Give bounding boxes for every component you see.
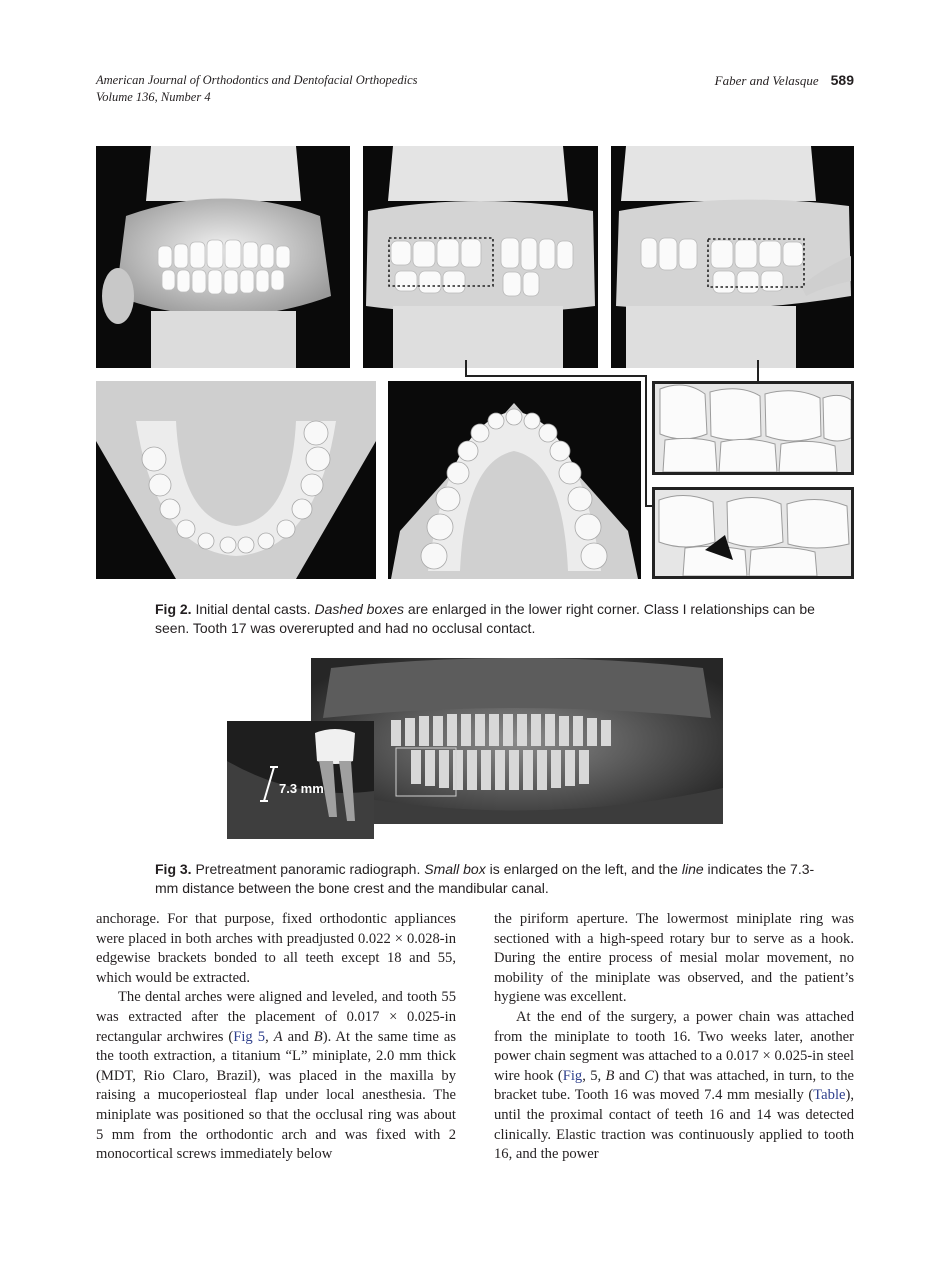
author-header [715,72,854,89]
fig3-caption-emphasis-2: line [681,861,704,877]
page-number: 589 [830,72,854,88]
fig2-maxillary-occlusal-photo [388,381,641,579]
fig-link[interactable]: Fig [562,1067,583,1084]
table-link[interactable]: Table [813,1087,846,1104]
text-run: B [313,1028,323,1045]
text-run: A [273,1028,283,1045]
right-paragraph-1: the piriform aperture. The lowermost miniplate ring was sectioned with a high-speed rotary bur to serve as a hook. During the entire process of mesial molar movement, no mobility of the miniplate was observed, and the patient’s hygiene was excellent. [494,911,854,1006]
text-run: B [605,1067,615,1084]
fig3-caption-text-b: is enlarged on the left, and the [489,861,678,877]
fig3-caption-text-c: indicates the 7.3-mm distance between the bone crest and the mandibular canal. [155,861,815,896]
fig3-caption-emphasis-1: Small box [424,861,486,877]
body-right-column [494,910,854,1165]
fig2-frontal-cast-photo [96,146,350,368]
text-run: , 5, [582,1067,606,1084]
fig3-label: Fig 3. [155,861,192,877]
fig2-enlarged-detail-lower [652,487,854,579]
fig3-enlarged-inset [227,721,374,839]
text-run: and [282,1028,314,1045]
text-run: The dental arches were aligned and leveled, and tooth 55 was extracted after the placement of 0.017 × 0.025-in rectangular archwires ( [96,989,456,1045]
fig2-label: Fig 2. [155,601,192,617]
text-run: ), until the proximal contact of teeth 16 and 14 was detected clinically. Elastic traction was continuously applied to tooth 16, and the power [494,1087,854,1163]
text-run: and [614,1067,645,1084]
text-run: ) that was attached, in turn, to the bracket tube. Tooth 16 was moved 7.4 mm mesially ( [494,1067,855,1104]
fig2-caption-text-a: Initial dental casts. [195,601,311,617]
body-left-column [96,910,456,1165]
right-paragraph-2 [494,1008,854,1165]
running-header [96,72,854,106]
journal-title: American Journal of Orthodontics and Dentofacial Orthopedics [96,73,418,87]
journal-volume: Volume 136, Number 4 [96,90,211,104]
text-run: ). At the same time as the tooth extraction, a titanium “L” miniplate, 2.0 mm thick (MDT, Rio Claro, Brazil), was placed in the maxilla by raising a mucoperiosteal flap under local anesthesia. The miniplate was positioned so that the occlusal ring was about 5 mm from the orthodontic arch and was fixed with 2 monocortical screws immediately below [96,1028,457,1163]
text-run: , [265,1028,274,1045]
fig3-caption-text-a: Pretreatment panoramic radiograph. [195,861,421,877]
fig3-caption [155,860,815,898]
fig2-left-lateral-cast-photo [611,146,854,368]
left-paragraph-1: anchorage. For that purpose, fixed orthodontic appliances were placed in both arches with preadjusted 0.022 × 0.028-in edgewise brackets bonded to all teeth except 18 and 55, which would be extracted. [96,911,456,986]
fig2-right-lateral-cast-photo [363,146,598,368]
fig5-link[interactable]: Fig 5 [233,1028,266,1045]
fig2-caption [155,600,815,638]
fig2-caption-emphasis: Dashed boxes [314,601,405,617]
text-run: C [644,1067,655,1084]
fig2-enlarged-detail-upper [652,381,854,475]
authors: Faber and Velasque [714,73,819,88]
left-paragraph-2 [96,988,456,1164]
text-run: At the end of the surgery, a power chain was attached from the miniplate to tooth 16. Two weeks later, another power chain segment was attached to a 0.017 × 0.025-in steel wire hook ( [494,1008,854,1084]
fig2-caption-text-b: are enlarged in the lower right corner. Class I relationships can be seen. Tooth 17 was overerupted and had no occlusal contact. [155,601,815,636]
measurement-label: 7.3 mm [279,781,324,796]
fig2-mandibular-occlusal-photo [96,381,376,579]
